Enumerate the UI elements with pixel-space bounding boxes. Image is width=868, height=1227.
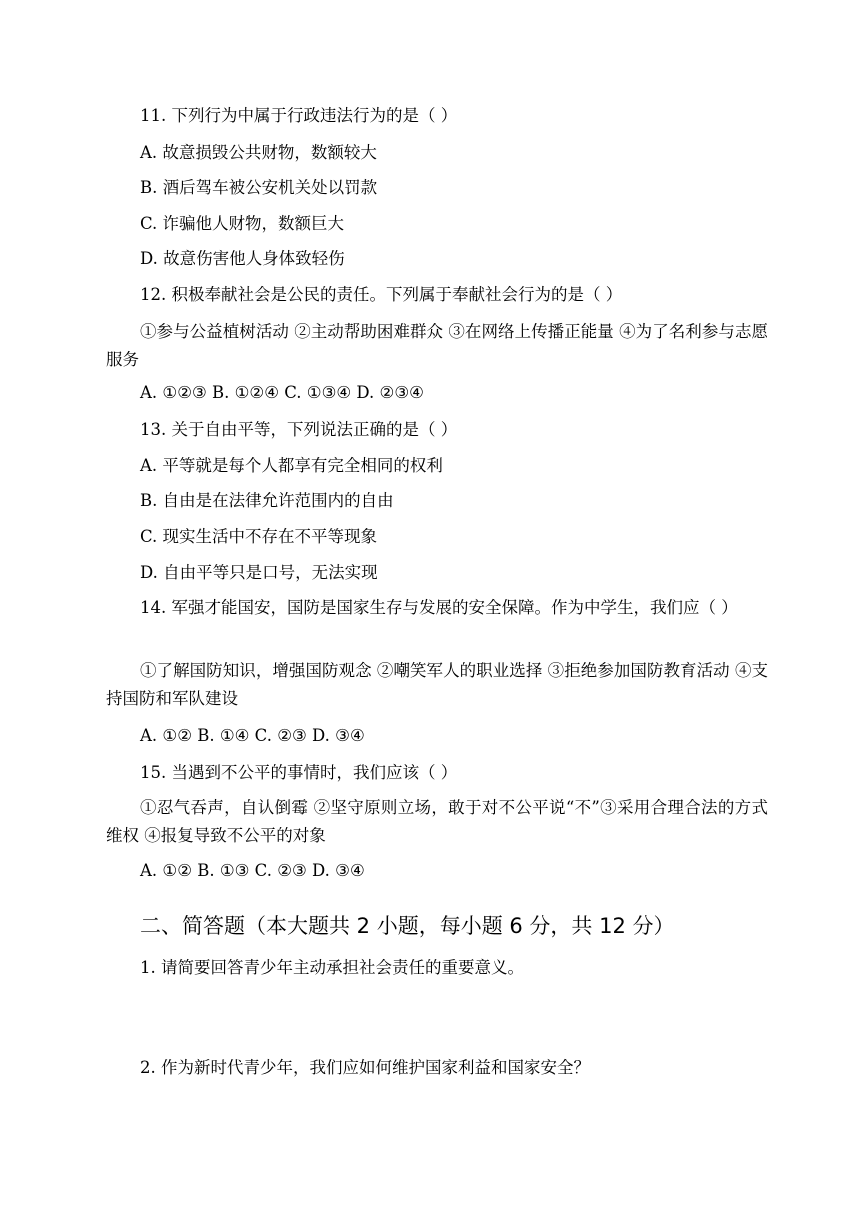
- q11-option-c: C. 诈骗他人财物，数额巨大: [140, 214, 345, 233]
- q12-statements: ①参与公益植树活动 ②主动帮助困难群众 ③在网络上传播正能量 ④为了名利参与志愿服务: [106, 322, 768, 369]
- section2-heading: 二、简答题（本大题共 2 小题，每小题 6 分，共 12 分）: [140, 914, 675, 938]
- q11-option-d: D. 故意伤害他人身体致轻伤: [140, 249, 345, 268]
- q12-options: A. ①②③ B. ①②④ C. ①③④ D. ②③④: [140, 383, 424, 402]
- q15-statements: ①忍气吞声，自认倒霉 ②坚守原则立场，敢于对不公平说“不”③采用合理合法的方式维权 ④报复导致不公平的对象: [106, 798, 768, 845]
- q14-stem: 14. 军强才能国安，国防是国家生存与发展的安全保障。作为中学生，我们应（ ）: [140, 598, 738, 617]
- q13-option-a: A. 平等就是每个人都享有完全相同的权利: [140, 456, 443, 475]
- section2-question-1: 1. 请简要回答青少年主动承担社会责任的重要意义。: [140, 958, 524, 977]
- q15-options: A. ①② B. ①③ C. ②③ D. ③④: [140, 861, 365, 880]
- section2-question-2: 2. 作为新时代青少年，我们应如何维护国家利益和国家安全？: [140, 1058, 590, 1077]
- q13-option-d: D. 自由平等只是口号，无法实现: [140, 563, 378, 582]
- q13-stem: 13. 关于自由平等，下列说法正确的是（ ）: [140, 420, 458, 439]
- q11-stem: 11. 下列行为中属于行政违法行为的是（ ）: [140, 106, 458, 125]
- q11-option-a: A. 故意损毁公共财物，数额较大: [140, 143, 377, 162]
- q12-stem: 12. 积极奉献社会是公民的责任。下列属于奉献社会行为的是（ ）: [140, 285, 623, 304]
- q15-stem: 15. 当遇到不公平的事情时，我们应该（ ）: [140, 763, 458, 782]
- q14-options: A. ①② B. ①④ C. ②③ D. ③④: [140, 726, 365, 745]
- q11-option-b: B. 酒后驾车被公安机关处以罚款: [140, 178, 378, 197]
- q14-statements: ①了解国防知识，增强国防观念 ②嘲笑军人的职业选择 ③拒绝参加国防教育活动 ④支持国防和军队建设: [106, 661, 768, 708]
- q13-option-c: C. 现实生活中不存在不平等现象: [140, 527, 378, 546]
- q13-option-b: B. 自由是在法律允许范围内的自由: [140, 491, 394, 510]
